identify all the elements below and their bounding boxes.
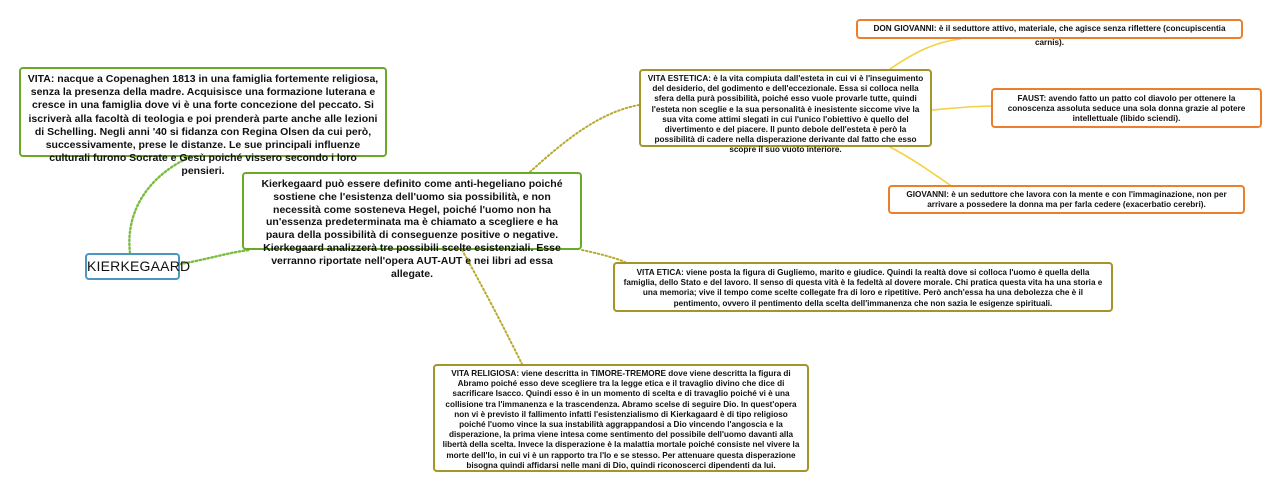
link-estetica-giovanni: [890, 147, 950, 185]
link-intro-estetica: [530, 105, 639, 172]
etica-text: viene posta la figura di Gugliemo, marito e giudice. Quindi la realtà dove si colloca l'uomo è quella della famiglia, dello Stato e del lavoro. Il senso di questa vità è la fedeltà al dovere morale. Chi pratica questa vita ha una storia e una memoria; vive il tempo come scelte collegate fra di loro e ripetitive. Però anch'essa ha una debolezza che è il pentimento, ovvero il pentimento della scelta dell'immanenza che non sazia le esigenze spirituali.: [623, 268, 1103, 308]
node-vita-etica[interactable]: [613, 262, 1113, 312]
node-giovanni[interactable]: [888, 185, 1245, 214]
root-node-kierkegaard[interactable]: [85, 253, 191, 280]
faust-text: avendo fatto un patto col diavolo per ottenere la conoscenza assoluta seduce una sola donna grazie al potere intellettuale (libido sciendi).: [1007, 94, 1246, 124]
link-estetica-faust: [932, 106, 991, 110]
vita-label: VITA:: [27, 73, 55, 85]
node-vita-estetica[interactable]: [639, 69, 932, 155]
faust-label: FAUST:: [1017, 94, 1047, 103]
religiosa-text: viene descritta in TIMORE-TREMORE dove viene descritta la figura di Abramo poiché esso deve scegliere tra la legge etica e il travaglio divino che dice di sacrificare Isacco. Quindi esso è in un momento di scelta e di travaglio poiché vi è una collisione tra l'immanenza e la trascendenza. Abramo scelse di seguire Dio. In quest'opera non vi è previsto il fallimento infatti l'esistenzialismo di Kierkagaard è di tipo religioso poiché l'uomo vince la sua instabilità aggrappandosi a Dio vincendo l'angoscia e la disperazione, la prima viene intesa come sentimento del possibile dell'uomo davanti alla libertà della scelta. Invece la disperazione è la malattia mortale poiché consiste nel vivere la morte dell'Io, in cui vi è un rapporto tra l'Io e se stesso. Per attenuare questa disperazione bisogna quindi affidarsi nelle mani di Dio, quindi riconoscerci dipendenti da lui.: [442, 369, 800, 470]
giovanni-label: GIOVANNI:: [906, 190, 949, 199]
link-root-intro: [180, 250, 250, 264]
religiosa-label: VITA RELIGIOSA:: [451, 369, 520, 378]
vita-text: nacque a Copenaghen 1813 in una famiglia fortemente religiosa, senza la presenza della madre. Acquisisce una formazione luterana e cresce in una famiglia dove vi è una forte concezione del peccato. Si iscriverà alla facoltà di teologia e poi prenderà parte anche alle lezioni di Schelling. Negli anni '40 si fidanza con Regina Olsen da cui però, successivamente, prese le distanze. Le sue principali influenze culturali furono Socrate e Gesù poiché vissero secondo i loro pensieri.: [28, 73, 379, 178]
giovanni-text: è un seduttore che lavora con la mente e con l'immaginazione, non per arrivare a possedere la donna ma per farla cedere (exacerbatio cerebri).: [927, 190, 1227, 210]
root-label: KIERKEGAARD: [87, 258, 191, 274]
intro-text: Kierkegaard può essere definito come anti-hegeliano poiché sostiene che l'esistenza dell'uomo sia possibilità, e non necessità come sosteneva Hegel, poiché l'uomo non ha un'essenza predeterminata ma è chiamato a scegliere e ha paura della possibilità di conseguenze positive o negative. Kierkegaard analizzerà tre possibili scelte esistenziali. Esse verranno riportate nell'opera AUT-AUT e nei libri ad essa allegate.: [261, 178, 563, 280]
estetica-label: VITA ESTETICA:: [647, 74, 711, 83]
node-don-giovanni[interactable]: [856, 19, 1243, 47]
link-intro-etica: [582, 250, 625, 262]
node-intro[interactable]: [242, 172, 582, 280]
link-estetica-dongiovanni: [890, 39, 960, 69]
node-vita[interactable]: [19, 67, 387, 178]
don-giovanni-label: DON GIOVANNI:: [873, 24, 937, 33]
estetica-text: è la vita compiuta dall'esteta in cui vi è l'inseguimento del desiderio, del godimento e dell'eccezionale. Essa si colloca nella sfera della purà possibilità, poiché esso vuole provarle tutte, quindi l'esteta non sceglie e la sua personalità è inesistente siccome vive la sua vita come attimi slegati in cui l'unico l'obiettivo è quello del divertimento e del piacere. Il punto debole dell'esteta è però la possibilità di cadere nella disperazione derivante dal fatto che esso scopre il suo vuoto interiore.: [651, 74, 924, 155]
node-faust[interactable]: [991, 88, 1262, 128]
node-vita-religiosa[interactable]: [433, 364, 809, 472]
don-giovanni-text: è il seduttore attivo, materiale, che agisce senza riflettere (concupiscentia carnis).: [936, 24, 1226, 47]
etica-label: VITA ETICA:: [636, 268, 684, 277]
